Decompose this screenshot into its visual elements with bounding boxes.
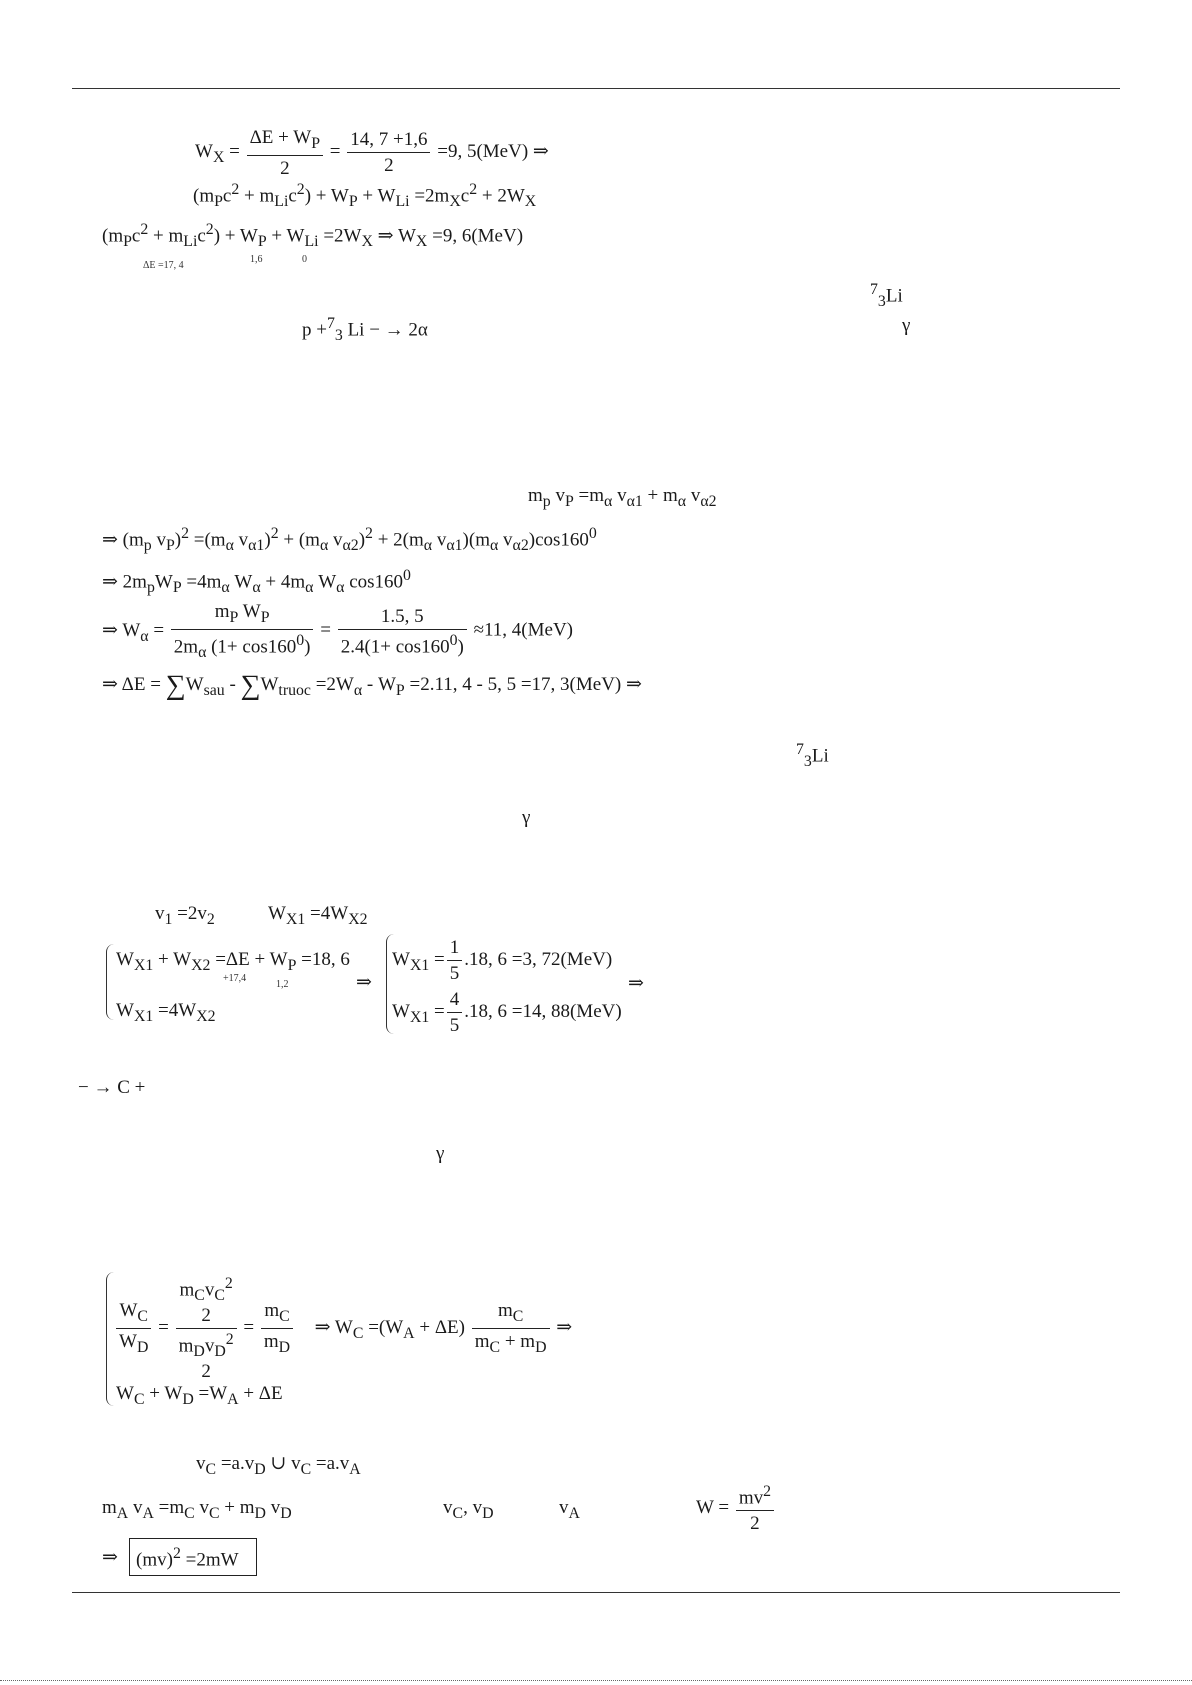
frac-num: $\Delta E + W_P$ [247,128,323,156]
fraction [347,130,430,175]
footer-rule [72,1592,1120,1593]
underbrace-label: 0 [302,254,307,265]
equals: = [158,1316,169,1338]
velocity-condition: $v_C =a.v_D$ ∪ $v_C =a.v_A$ [196,1453,361,1478]
implies-arrow: ⇒ [556,1316,573,1338]
formula-energy-balance: $(m_Pc^2 + m_{Li}c^2) + W_P + W_{Li} =2m_Xc^2 + 2W_X$ [193,181,537,211]
frac-num: 1.5, 5 [338,607,467,630]
lhs: $W_{X1}$ = [392,948,445,974]
m3-lhs: ⇒ $W_\alpha$ = [102,619,165,645]
implies-arrow: ⇒ [356,972,372,993]
frac-den: $2.4(1+ \cos 160^0)$ [340,631,464,657]
frac-den: $m_D$ [263,1330,291,1356]
lhs: $W_{X1}$ = [392,1000,445,1026]
rhs: .18, 6 =14, 88(MeV) [464,1000,622,1022]
w-lhs: W = [696,1497,730,1519]
frac-num: $m_C$ [261,1301,293,1329]
kinetic-energy-formula [696,1484,776,1533]
header-rule [72,88,1120,89]
implies-arrow: ⇒ [102,1547,118,1568]
va-label: $v_A$ [559,1497,580,1522]
frac-num: $m_C$ [472,1301,550,1329]
frac-den: $m_C + m_D$ [474,1330,547,1356]
system-eq-1: $W_{X1} + W_{X2} =\Delta E + W_P =18$, 6 [116,949,350,974]
fraction [171,602,314,661]
energy-sum-equation: $W_C + W_D =W_A + \Delta E$ [116,1383,283,1408]
page-bottom-edge [0,1680,1192,1681]
frac-den: 2 [384,155,394,177]
fraction [176,1276,237,1381]
gamma-symbol: γ [436,1143,445,1164]
fraction [247,128,323,178]
wc-result-lhs: ⇒ $W_C =(W_A + \Delta E)$ [314,1316,465,1342]
result: =9, 5(MeV) ⇒ [437,141,549,163]
equals: = [329,141,341,163]
frac-num: 4 [447,990,463,1013]
formula-wx-1 [195,128,549,178]
frac-den: 2 [750,1513,760,1535]
reaction-fragment: − → C + [78,1077,146,1098]
fraction [116,1301,151,1355]
momentum-equation: $m_p$ $v_P =m_\alpha$ $v_{\alpha 1} + m_\alpha$ $v_{\alpha 2}$ [528,485,717,510]
fraction [447,990,463,1035]
reaction-equation: p +$^7_3$ Li − → 2α [302,315,428,345]
li-isotope: $^7_3$Li [870,281,903,311]
equals: = [320,619,331,641]
frac-num: 1 [447,938,463,961]
frac-den: 2 [280,157,290,179]
frac-num: 14, 7 +1,6 [347,130,430,153]
formula-m2: ⇒ $2m_pW_P =4m_\alpha$ $W_\alpha + 4m_\alpha$ $W_\alpha$ $\cos 160^0$ [102,567,411,597]
fraction [261,1301,293,1355]
energy-relation: $W_{X1} =4W_{X2}$ [268,903,368,928]
wx-lhs: $W_X$ = [195,141,240,166]
fraction [736,1484,774,1533]
frac-den: $2m_\alpha$ $(1+ \cos 160^0)$ [173,631,311,661]
system-eq-2: $W_{X1} =4W_{X2}$ [116,1000,216,1025]
frac-den: $m_Dv_D^2$ 2 [178,1330,234,1382]
result: ≈11, 4(MeV) [473,619,574,641]
frac-den: $W_D$ [119,1330,149,1356]
frac-num: $mv^2$ [736,1484,774,1511]
vc-vd-label: $v_C$, $v_D$ [443,1497,494,1522]
implies-arrow: ⇒ [628,973,644,994]
fraction [472,1301,550,1355]
underbrace-label: ΔE =17, 4 [143,260,184,271]
fraction [447,938,463,983]
formula-m1: ⇒ ($m_p$ $v_P)^2 =(m_\alpha$ $v_{\alpha 1})^2 + (m_\alpha$ $v_{\alpha 2})^2 + 2(m_\alpha$ $v_{\alpha 1})(m_\alpha$ $v_{\alpha 2})\cos 160^0$ [102,525,597,555]
frac-den: 5 [449,1015,460,1036]
system-sol-1 [392,938,612,983]
frac-num: $W_C$ [116,1301,151,1329]
underbrace-label: 1,2 [276,979,289,990]
boxed-formula: (mv)$^2$ =2mW [136,1545,239,1571]
system-sol-2 [392,990,622,1035]
velocity-relation: $v_1 =2v_2$ [155,903,215,928]
gamma-symbol: γ [902,315,911,336]
frac-den: 5 [449,963,460,984]
ratio-equation [114,1276,572,1381]
gamma-symbol: γ [522,807,531,828]
frac-num: $m_P$ $W_P$ [171,602,314,630]
equals: = [243,1316,255,1338]
formula-wx-2: $(m_Pc^2 + m_{Li}c^2) + W_P + W_{Li} =2W_X$ ⇒ $W_X =9$, 6(MeV) [102,221,524,251]
formula-m3 [102,602,573,661]
underbrace-label: 1,6 [250,254,263,265]
momentum-equation-2: $m_A$ $v_A =m_C$ $v_C + m_D$ $v_D$ [102,1497,292,1522]
frac-num: $m_Cv_C^2$ 2 [176,1276,237,1329]
li-isotope: $^7_3$Li [796,741,829,771]
fraction [338,607,467,656]
rhs: .18, 6 =3, 72(MeV) [464,948,613,970]
formula-m4: ⇒ $\Delta E = \sum W_{sau} - \sum W_{truoc} =2W_\alpha - W_P =2.11$, 4 - 5, 5 =17, 3(MeV) ⇒ [102,670,642,701]
underbrace-label: +17,4 [223,973,247,984]
